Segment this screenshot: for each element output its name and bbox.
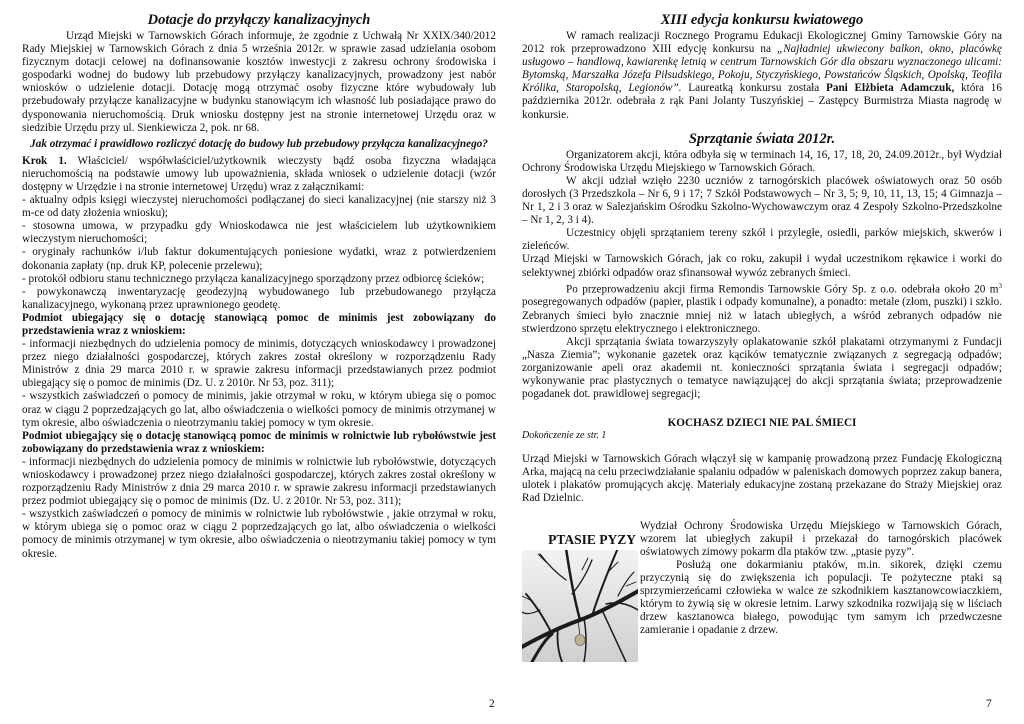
- konkurs-text: Laureatką konkursu została: [681, 82, 827, 95]
- pyzy-paragraph: Posłużą one dokarmianiu ptaków, m.in. sikorek, dzięki czemu przyczynią się do zwiększenia ich populacji. Te pożyteczne ptaki są sprzymierzeńcami człowieka w walce ze szkodnikiem kasztanowcowiaczkiem, którym to żywią się w okresie letnim. Larwy szkodnika rozwijają się w liściach drzew kasztanowca białego, powodując tym samym ich przedwczesne zamieranie i opadanie z drzew.: [640, 558, 1002, 637]
- list-item: - oryginały rachunków i/lub faktur dokumentujących poniesione wydatki, wraz z potwierdzeniem dokonania zapłaty (np. druk KP, polecenie przelewu);: [22, 246, 496, 272]
- sprzatanie-paragraph: Akcji sprzątania świata towarzyszyły oplakatowanie szkół plakatami otrzymanymi z Fundacji „Nasza Ziemia”; wykonanie gazetek oraz kącików tematycznie związanych z segregacją odpadów; zorganizowanie apeli oraz akademii nt. konieczności sprzątania świata i segregacji odpadów; wykonywanie prac plastycznych o tematyce nawiązującej do akcji sprzątania świata; przeprowadzenie pogadanek dot. prawidłowej segregacji;: [522, 335, 1002, 401]
- list-item: - stosowna umowa, w przypadku gdy Wnioskodawca nie jest właścicielem lub użytkownikiem wieczystym nieruchomości;: [22, 220, 496, 246]
- bold-requirement-heading: Podmiot ubiegający się o dotację stanowiącą pomoc de minimis jest zobowiązany do przedstawienia wraz z wnioskiem:: [22, 311, 496, 337]
- right-page: [512, 0, 1024, 724]
- sprzatanie-paragraph: Uczestnicy objęli sprzątaniem tereny szkół i przyległe, osiedli, parków miejskich, skwerów i zieleńców.: [522, 227, 1002, 253]
- continuation-note: Dokończenie ze str. 1: [522, 430, 607, 442]
- pyzy-left-column: [522, 520, 640, 667]
- sprzatanie-paragraph: W akcji udział wzięło 2230 uczniów z tarnogórskich placówek oświatowych oraz 50 osób dorosłych (3 Przedszkola – Nr 6, 9 i 17; 7 Szkół Podstawowych – Nr 3, 5; 9, 10, 11, 13, 15; 4 Gimnazja – Nr 1, 2 i 3 oraz w Salezjańskim Ośrodku Szkolno-Wychowawczym oraz 4 Zespoły Szkolno-Przedszkolne – Nr 1, 2, 3 i 4).: [522, 174, 1002, 227]
- page-number-left: 2: [489, 698, 495, 710]
- article-title-sprzatanie: Sprzątanie świata 2012r.: [688, 130, 836, 147]
- bold-requirement-heading: Podmiot ubiegający się o dotację stanowiącą pomoc de minimis w rolnictwie lub rybołówstwie jest zobowiązany do przedstawienia wraz z wnioskiem:: [22, 429, 496, 455]
- list-item: - informacji niezbędnych do udzielenia pomocy de minimis w rolnictwie lub rybołówstwie, dotyczących wnioskodawcy i prowadzonej przez niego działalności gospodarczej, których zakres został określony w rozporządzeniu Rady Ministrów z dnia 29 marca 2010 r. w sprawie zakresu informacji przedstawianych przez podmiot ubiegający się o pomoc de minimis (Dz. U. z 2010r. Nr 53, poz. 311);: [22, 455, 496, 508]
- list-item: - wszystkich zaświadczeń o pomocy de minimis w rolnictwie lub rybołówstwie , jakie otrzymał w roku, w którym ubiega się o pomoc oraz w ciągu 2 poprzedzających go lat, albo oświadczenia o wielkości pomocy de minimis otrzymanej w tym okresie, albo oświadczenia o nieotrzymaniu takiej pomocy w tym okresie.: [22, 508, 496, 560]
- article-title-kochasz: KOCHASZ DZIECI NIE PAL ŚMIECI: [667, 417, 857, 430]
- page-number-right: 7: [986, 698, 992, 710]
- remondis-text: Po przeprowadzeniu akcji firma Remondis Tarnowskie Góry Sp. z o.o. odebrała około 20 m: [566, 283, 999, 296]
- article-title-dotacje: Dotacje do przyłączy kanalizacyjnych: [147, 12, 371, 28]
- article-title-konkurs: XIII edycja konkursu kwiatowego: [660, 12, 864, 28]
- remondis-unit-sup: 3: [998, 281, 1002, 290]
- krok-label: Krok 1.: [22, 154, 67, 167]
- article-title-pyzy: PTASIE PYZY: [548, 531, 636, 547]
- remondis-text: posegregowanych odpadów (papier, plastik i odpady komunalne), a ponadto: metale (złom, puszki) i szkło. Zebranych śmieci było znacznie mniej niż w latach ubiegłych, a wśród zebranych odpadów nie stwierdzono sprzętu elektrycznego i elektronicznego.: [522, 296, 1002, 335]
- kochasz-paragraph: Urząd Miejski w Tarnowskich Górach włączył się w kampanię prowadzoną przez Fundację Ekologiczną Arka, mającą na celu przeciwdziałanie spalaniu odpadów w paleniskach domowych poprzez zakup banera, ulotek i plakatów promujących akcję. Materiały edukacyjne zostaną przekazane do Straży Miejskiej oraz Rad Dzielnic.: [522, 453, 1002, 505]
- pyzy-text-column: [640, 520, 1002, 667]
- article-subtitle: Jak otrzymać i prawidłowo rozliczyć dotację do budowy lub przebudowy przyłącza kanalizacyjnego?: [30, 137, 488, 150]
- konkurs-text: W ramach realizacji Rocznego Programu Edukacji Ekologicznej Gminy Tarnowskie Góry na 2012 rok przeprowadzono XIII edycję konkursu na: [522, 30, 1002, 56]
- pyzy-paragraph: Wydział Ochrony Środowiska Urzędu Miejskiego w Tarnowskich Górach, wzorem lat ubiegłych zakupił i przekazał do tarnogórskich placówek oświatowych zimowy pokarm dla ptaków tzw. „ptasie pyzy”.: [640, 519, 1002, 558]
- list-item: - aktualny odpis księgi wieczystej nieruchomości podłączanej do sieci kanalizacyjnej (nie starszy niż 3 m-ce od daty złożenia wniosku);: [22, 194, 496, 220]
- bird-feeder-photo: [522, 550, 638, 662]
- sprzatanie-paragraph: Organizatorem akcji, która odbyła się w terminach 14, 16, 17, 18, 20, 24.09.2012r., był Wydział Ochrony Środowiska Urzędu Miejskiego w Tarnowskich Górach.: [522, 148, 1002, 174]
- konkurs-text: która 16 października 2012r. odebrała z rąk Pani Jolanty Tuszyńskiej – Zastępcy Burmistrza Miasta nagrodę w konkursie.: [522, 82, 1002, 121]
- list-item: - informacji niezbędnych do udzielenia pomocy de minimis, dotyczących wnioskodawcy i prowadzonej przez niego działalności gospodarczej, których zakres został określony w rozporządzeniu Rady Ministrów z dnia 29 marca 2010 r. w sprawie zakresu informacji przedstawianych przez podmiot ubiegający się o pomoc de minimis (Dz. U. z 2010r. Nr 53, poz. 311);: [22, 338, 496, 390]
- sprzatanie-paragraph: Urząd Miejski w Tarnowskich Górach, jak co roku, zakupił i wydał uczestnikom rękawice i worki do selektywnej zbiórki odpadów oraz sfinansował wywóz zebranych śmieci.: [522, 253, 1002, 279]
- krok-text: Właściciel/ współwłaściciel/użytkownik wieczysty bądź osoba fizyczna władająca nieruchomością na podstawie umowy lub upoważnienia, składa wniosek o udzielenie dotacji (wzór dostępny w Urzędzie i na stronie internetowej Urzędu) wraz z załącznikami:: [22, 154, 497, 193]
- ptasie-pyzy-section: [522, 520, 1002, 667]
- list-item: - wszystkich zaświadczeń o pomocy de minimis, jakie otrzymał w roku, w którym ubiega się o pomoc oraz w ciągu 2 poprzedzających go lat, albo oświadczenia o wielkości pomocy de minimis otrzymanej w tym okresie, albo oświadczenia o nieotrzymaniu takiej pomocy w tym okresie.: [22, 390, 496, 429]
- intro-paragraph: Urząd Miejski w Tarnowskich Górach informuje, że zgodnie z Uchwałą Nr XXIX/340/2012 Rady Miejskiej w Tarnowskich Górach z dnia 5 września 2012r. w sprawie zasad udzielania osobom fizycznym dotacji celowej na dofinansowanie kosztów inwestycji z zakresu ochrony środowiska i gospodarki wodnej do budowy lub przebudowy przyłączy kanalizacyjnych, prowadzony jest nabór wniosków o udzielenie dotacji. Dotację mogą otrzymać osoby fizyczne które wybudowały lub przebudowały przyłącze kanalizacyjne w budynku stanowiącym ich własność lub posiadające prawo do dysponowania nieruchomością. Druk wniosku dostępny jest na stronie internetowej Urzędu oraz w siedzibie Urzędu przy ul. Sienkiewicza 2, pok. nr 68.: [22, 30, 496, 134]
- krok-paragraph: [22, 155, 496, 194]
- remondis-paragraph: [522, 280, 1002, 336]
- konkurs-paragraph: [522, 30, 1002, 122]
- konkurs-name: „Najładniej ukwiecony balkon, okno, placówkę usługowo – handlową, kawiarenkę letnią w centrum Tarnowskich Gór dla obszaru wyznaczonego ulicami: Bytomską, Marszałka Józefa Piłsudskiego, Pokoju, Styczyńskiego, Powstańców Śląskich, Opolską, Teofila Królika, Staropolską, Legionów”.: [522, 43, 1002, 95]
- list-item: - protokół odbioru stanu technicznego przyłącza kanalizacyjnego sporządzony przez odbiorcę ścieków;: [22, 272, 485, 285]
- feeder-ball: [575, 634, 585, 645]
- laureate-name: Pani Elżbieta Adamczuk,: [826, 82, 955, 95]
- list-item: - powykonawczą inwentaryzację geodezyjną wybudowanego lub przebudowanego przyłącza kanalizacyjnego, wykonaną przez uprawnionego geodetę.: [22, 285, 496, 311]
